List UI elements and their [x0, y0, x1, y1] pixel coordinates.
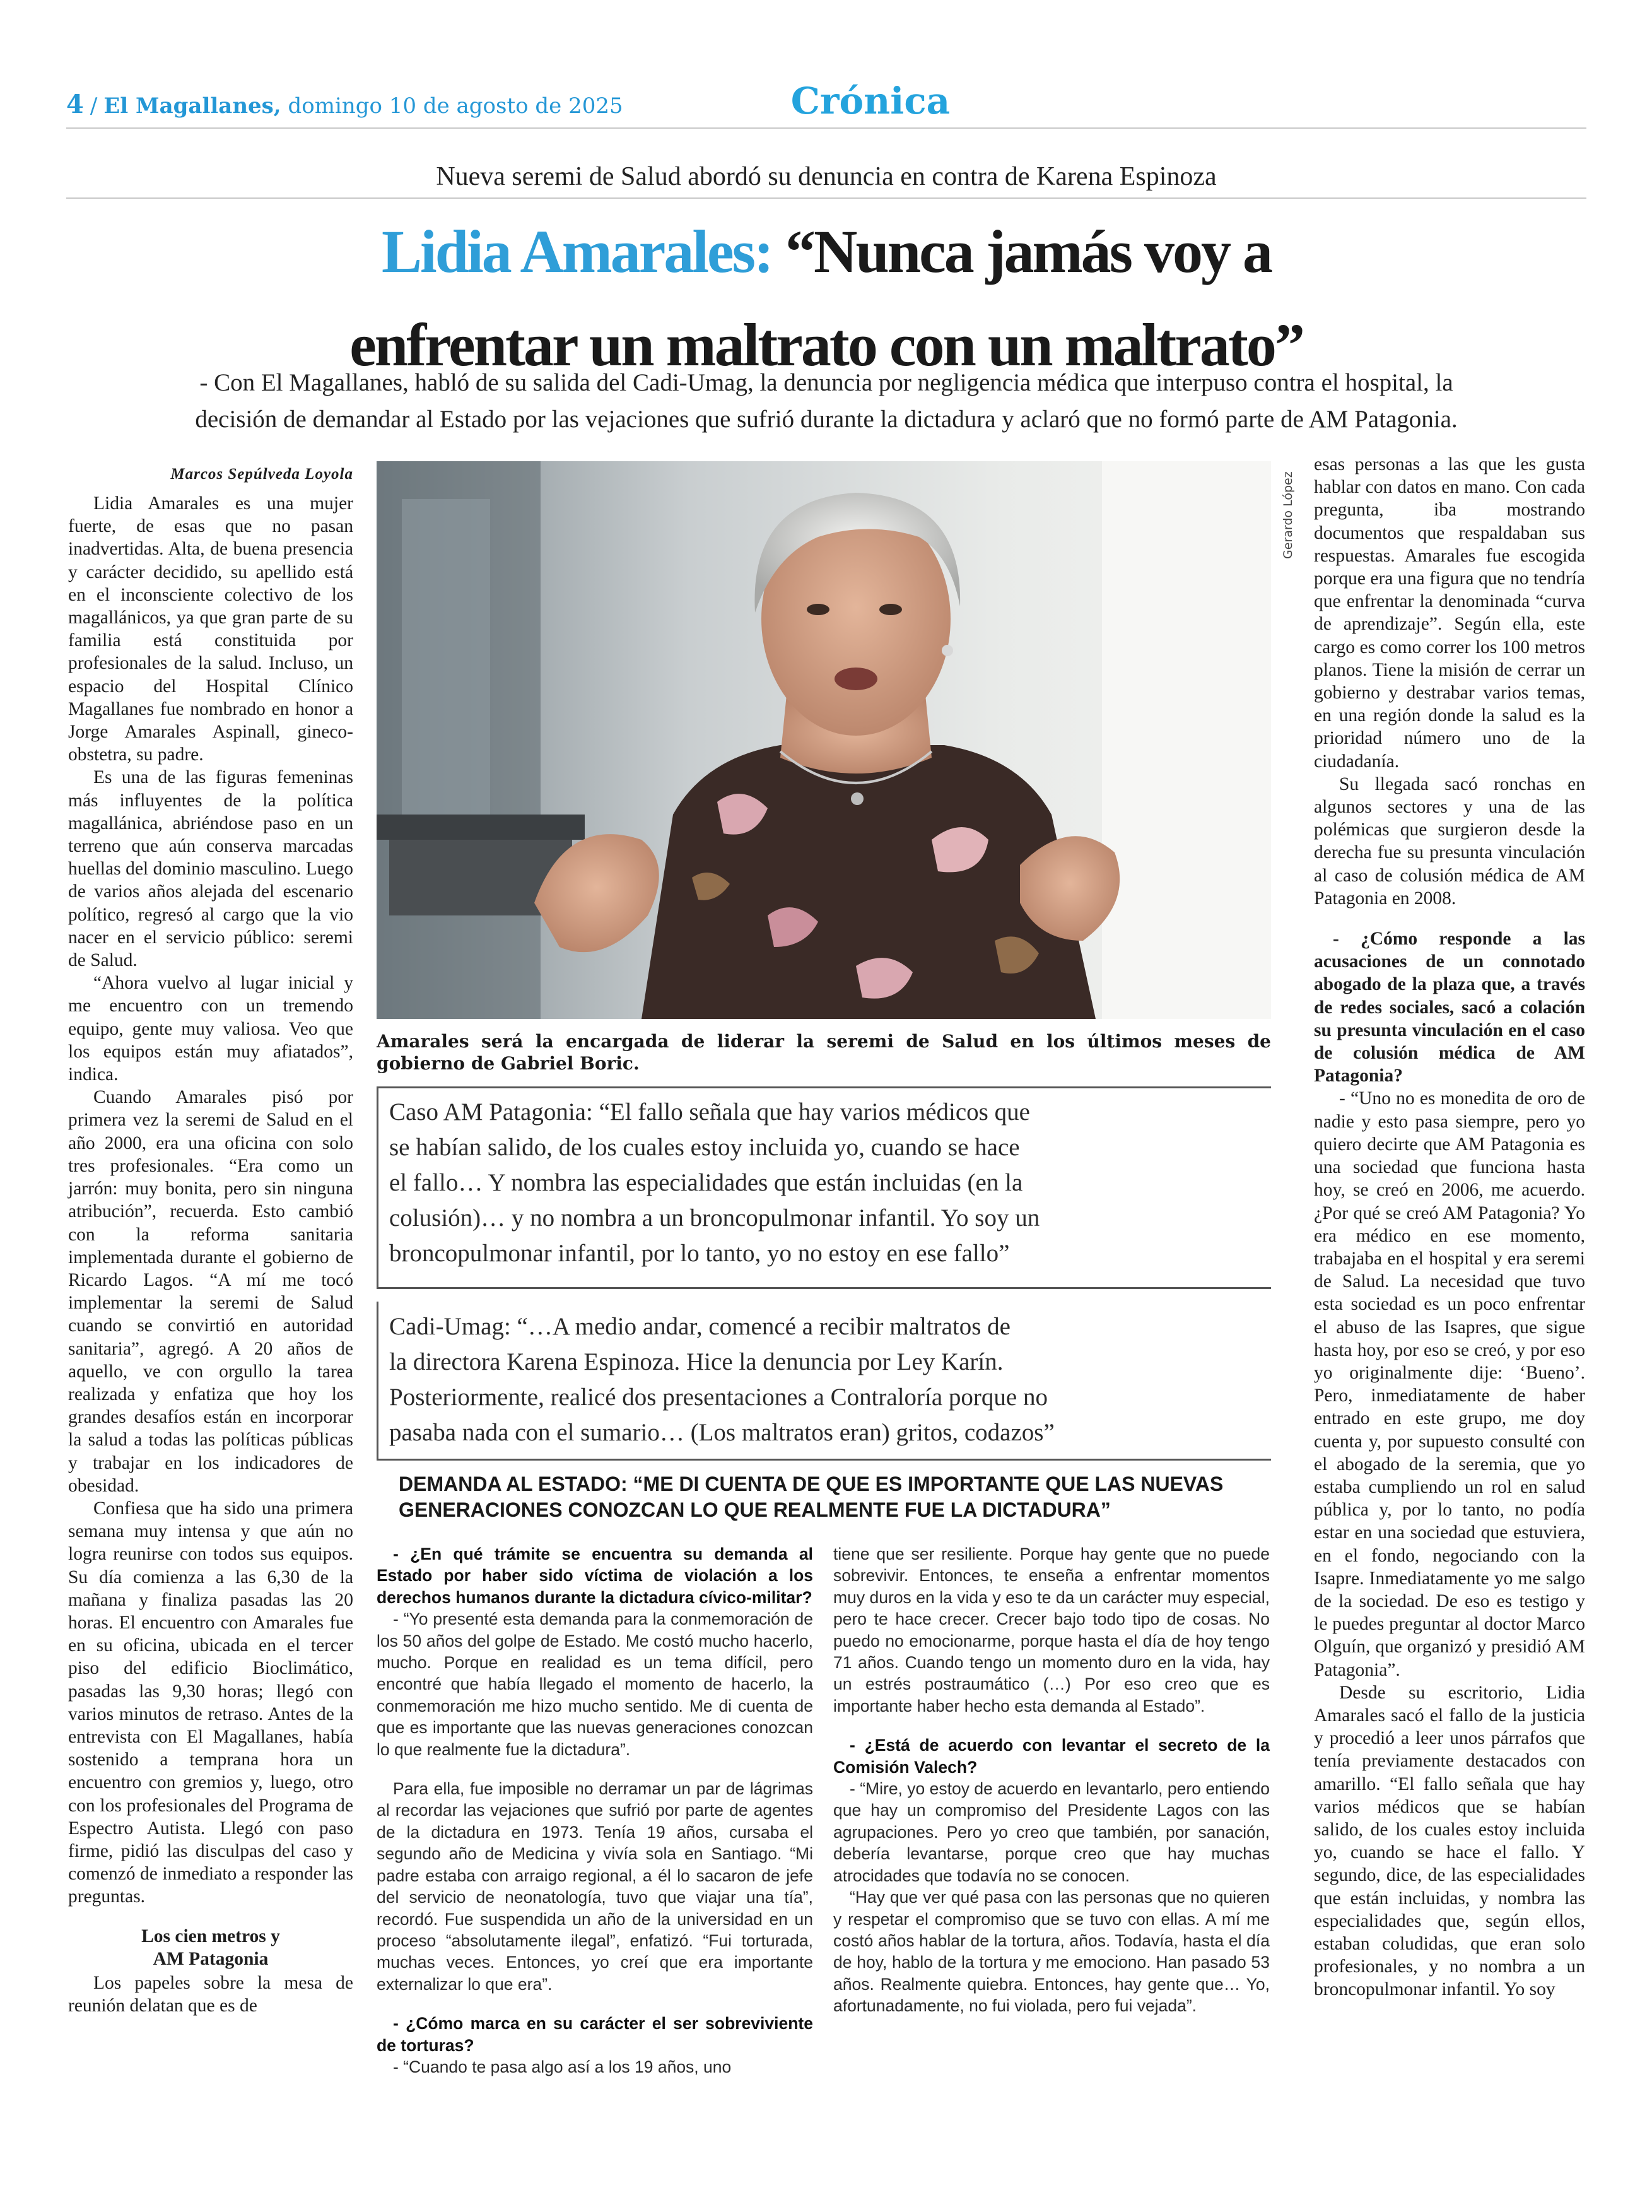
paragraph: Lidia Amarales es una mujer fuerte, de esas que no pasan inadvertidas. Alta, de buena presencia y carácter decidido, su apellido está en el inconsciente colectivo de los magallánicos, ya que gran parte de su familia está constituida por profesionales de la salud. Incluso, un espacio del Hospital Clínico Magallanes fue nombrado en honor a Jorge Amarales Aspinall, gineco-obstetra, su padre. [68, 493, 353, 765]
pull-quote-rule [377, 1086, 1271, 1088]
paragraph: Desde su escritorio, Lidia Amarales sacó el fallo de la justicia y procedió a leer unos párrafos que tenía previamente destacados con amarillo. “El fallo señala que hay varios médicos que se habían salido, de los cuales estoy incluida yo, cuando se hace el fallo. Y segundo, dice, de las especialidades que están incluidas, y nombra las especialidades que, según ellos, estaban coludidas, que eran solo profesionales, y no nombra a un broncopulmonar infantil. Yo soy [1314, 1682, 1585, 2000]
paragraph: “Hay que ver qué pasa con las personas que no quieren y respetar el compromiso que se tuvo con ellas. A mí me costó años hablar de la tortura, años. Todavía, hasta el día de hoy, hablo de la tortura y me emociono. Han pasado 53 años. Realmente quiebra. Entonces, hay gente que… Yo, afortunadamente, no fui violada, pero fui vejada”. [833, 1888, 1270, 2016]
interview-question: - ¿En qué trámite se encuentra su demanda al Estado por haber sido víctima de violación a los derechos humanos durante la dictadura cívico-militar? [377, 1544, 813, 1607]
header-divider [66, 127, 1586, 129]
headline-name: Lidia Amarales: [382, 218, 772, 285]
pull-quote-line: se habían salido, de los cuales estoy incluida yo, cuando se hace [389, 1134, 1020, 1161]
pull-quote-line: broncopulmonar infantil, por lo tanto, yo no estoy en ese fallo” [389, 1240, 1010, 1267]
page-number: 4 [66, 90, 84, 119]
left-column [68, 464, 353, 2017]
paragraph: esas personas a las que les gusta hablar con datos en mano. Con cada pregunta, iba mostrando documentos que respaldaban sus respuestas. Amarales fue escogida porque era una figura que no tendría que enfrentar la denominada “curva de aprendizaje”. Según ella, este cargo es como correr los 100 metros planos. Tiene la misión de cerrar un gobierno y destrabar varios temas, en una región donde la salud es la prioridad número uno de la ciudadanía. [1314, 454, 1585, 772]
headline [66, 205, 1586, 392]
article-photo [377, 461, 1271, 1019]
subheading-line-1: Los cien metros y [141, 1926, 280, 1946]
pull-quote-rule [377, 1287, 1271, 1289]
interview-answer: - “Uno no es monedita de oro de nadie y esto pasa siempre, pero yo quiero decirte que AM Patagonia es una sociedad que funciona hasta hoy, se creó en 2006, me acuerdo. ¿Por qué se creó AM Patagonia? Yo era médico en ese momento, trabajaba en el hospital y era seremi de Salud. La necesidad que tuvo esta sociedad es un poco enfrentar el abuso de las Isapres, que sigue hasta hoy, por eso se creó, y por eso yo originalmente dije: ‘Bueno’. Pero, inmediatamente de haber entrado en este grupo, me doy cuenta y, por supuesto consulté con el abogado de la seremia, que yo estaba cumpliendo un rol en salud pública y, por lo tanto, no podía estar en una sociedad que estuviera, en el fondo, negociando con la Isapre. Inmediatamente yo me salgo de la sociedad. De eso es testigo y le puedes preguntar al doctor Marco Olguín, que organizó y presidió AM Patagonia”. [1314, 1088, 1585, 1680]
section-title: Crónica [790, 79, 951, 122]
issue-date: domingo 10 de agosto de 2025 [288, 93, 623, 119]
paragraph: Los papeles sobre la mesa de reunión delatan que es de [68, 1973, 353, 2016]
deck-line-2: decisión de demandar al Estado por las vejaciones que sufrió durante la dictadura y aclaró que no formó parte de AM Patagonia. [195, 406, 1458, 433]
paragraph: tiene que ser resiliente. Porque hay gente que no puede sobrevivir. Entonces, te enseña a enfrentar momentos muy duros en la vida y eso te da un carácter muy especial, pero te hace crecer. Crecer bajo todo tipo de cosas. No puedo no emocionarme, porque hasta el día de hoy tengo 71 años. Cuando tengo un momento duro en la vida, hay un estrés postraumático (…) Por eso creo que es importante haber hecho esta demanda al Estado”. [833, 1544, 1270, 1715]
deck-line-1: - Con El Magallanes, habló de su salida del Cadi-Umag, la denuncia por negligencia médica que interpuso contra el hospital, la [199, 369, 1453, 396]
kicker-divider [66, 197, 1586, 199]
photo-caption: Amarales será la encargada de liderar la seremi de Salud en los últimos meses de gobierno de Gabriel Boric. [377, 1031, 1271, 1074]
paragraph: Cuando Amarales pisó por primera vez la seremi de Salud en el año 2000, era una oficina con solo tres profesionales. “Era como un jarrón: muy bonita, pero sin ninguna atribución”, recuerda. Esto cambió con la reforma sanitaria implementada durante el gobierno de Ricardo Lagos. “A mí me tocó implementar la seremi de Salud cuando se convirtió en autoridad sanitaria”, agregó. A 20 años de aquello, ve con orgullo la tarea realizada y enfatiza que hoy los grandes desafíos están en incorporar la salud a todas las políticas públicas y trabajar en los indicadores de obesidad. [68, 1087, 353, 1496]
byline: Marcos Sepúlveda Loyola [170, 466, 353, 483]
inner-title-line-2: GENERACIONES CONOZCAN LO QUE REALMENTE FUE LA DICTADURA” [399, 1498, 1111, 1521]
pull-quote-line: Posteriormente, realicé dos presentaciones a Contraloría porque no [389, 1384, 1048, 1411]
pull-quote-line: Cadi-Umag: “…A medio andar, comencé a recibir maltratos de [389, 1313, 1011, 1340]
paragraph: “Ahora vuelvo al lugar inicial y me encuentro con un tremendo equipo, gente muy valiosa. Veo que los equipos están muy afiatados”, indica. [68, 973, 353, 1085]
inner-title-line-1: DEMANDA AL ESTADO: “ME DI CUENTA DE QUE ES IMPORTANTE QUE LAS NUEVAS [399, 1473, 1224, 1495]
pull-quote-am-patagonia [377, 1095, 1279, 1271]
headline-line-1-rest: “Nunca jamás voy a [785, 218, 1271, 285]
pull-quote-cadi-umag [377, 1309, 1279, 1450]
interview-answer: - “Yo presenté esta demanda para la conmemoración de los 50 años del golpe de Estado. Me costó mucho hacerlo, mucho. Porque en realidad es un tema difícil, pero encontré que había llegado el momento de hacerlo, la conmemoración me hizo mucho sentido. Me di cuenta de que es importante que las nuevas generaciones conozcan lo que realmente fue la dictadura”. [377, 1609, 813, 1759]
interview-question: - ¿Cómo responde a las acusaciones de un connotado abogado de la plaza que, a través de redes sociales, sacó a colación su presunta vinculación en el caso de colusión médica de AM Patagonia? [1314, 929, 1585, 1086]
interview-question: - ¿Está de acuerdo con levantar el secreto de la Comisión Valech? [833, 1736, 1270, 1777]
pull-quote-line: Caso AM Patagonia: “El fallo señala que hay varios médicos que [389, 1098, 1030, 1126]
pull-quote-line: pasaba nada con el sumario… (Los maltratos eran) gritos, codazos” [389, 1419, 1055, 1446]
pull-quote-line: la directora Karena Espinoza. Hice la denuncia por Ley Karín. [389, 1348, 1004, 1375]
interview-question: - ¿Cómo marca en su carácter el ser sobreviviente de torturas? [377, 2014, 813, 2055]
photo-illustration [377, 461, 1271, 1019]
headline-line-1 [66, 205, 1586, 298]
paragraph: Es una de las figuras femeninas más influyentes de la política magallánica, abriéndose paso en un terreno que aún conserva marcadas huellas del dominio masculino. Luego de varios años alejada del escenario político, regresó al cargo que la vio nacer en el servicio público: seremi de Salud. [68, 767, 353, 971]
inner-column-b [833, 1543, 1270, 2017]
subheading [68, 1925, 353, 1970]
photo-credit: Gerardo López [1281, 471, 1295, 559]
header-slash: / [90, 93, 98, 119]
subheading-line-2: AM Patagonia [153, 1948, 269, 1969]
pull-quote-rule [377, 1459, 1271, 1461]
newspaper-name: El Magallanes, [103, 93, 281, 119]
interview-answer: - “Cuando te pasa algo así a los 19 años, uno [393, 2057, 732, 2076]
inner-story-title [399, 1471, 1269, 1523]
page-header [66, 90, 623, 119]
inner-column-a [377, 1543, 813, 2078]
right-column [1314, 453, 1585, 2001]
paragraph: Su llegada sacó ronchas en algunos sectores y una de las polémicas que surgieron desde la derecha fue su presunta vinculación al caso de colusión médica de AM Patagonia en 2008. [1314, 774, 1585, 909]
interview-answer: - “Mire, yo estoy de acuerdo en levantarlo, pero entiendo que hay un compromiso del Presidente Lagos con las agrupaciones. Pero yo creo que también, por sanación, debería levantarse, porque creo que hay muchas atrocidades que todavía no se conocen. [833, 1779, 1270, 1885]
deck [101, 365, 1552, 438]
paragraph: Confiesa que ha sido una primera semana muy intensa y que aún no logra reunirse con todos sus equipos. Su día comienza a las 6,30 de la mañana y finaliza pasadas las 20 horas. El encuentro con Amarales fue en su oficina, ubicada en el tercer piso del edificio Bioclimático, pasadas las 9,30 horas; llegó con varios minutos de retraso. Antes de la entrevista con El Magallanes, había sostenido a temprana hora un encuentro con gremios y, luego, otro con los profesionales del Programa de Espectro Autista. Llegó con paso firme, pidió las disculpas del caso y comenzó de inmediato a responder las preguntas. [68, 1498, 353, 1907]
paragraph: Para ella, fue imposible no derramar un par de lágrimas al recordar las vejaciones que sufrió por parte de agentes de la dictadura en 1973. Tenía 19 años, cursaba el segundo año de Medicina y vivía sola en Santiago. “Mi padre estaba con arraigo regional, a él lo sacaron de jefe del servicio de neonatología, tuvo que viajar una tía”, recordó. Fue suspendida un año de la universidad en un proceso “absolutamente ilegal”, enfatizó. “Fui torturada, muchas veces. Entonces, yo creí que era importante externalizar lo que era”. [377, 1779, 813, 1994]
kicker: Nueva seremi de Salud abordó su denuncia en contra de Karena Espinoza [436, 162, 1217, 191]
pull-quote-line: el fallo… Y nombra las especialidades que están incluidas (en la [389, 1169, 1023, 1196]
pull-quote-line: colusión)… y no nombra a un broncopulmonar infantil. Yo soy un [389, 1204, 1040, 1232]
headline-line-2: enfrentar un maltrato con un maltrato” [349, 311, 1303, 379]
